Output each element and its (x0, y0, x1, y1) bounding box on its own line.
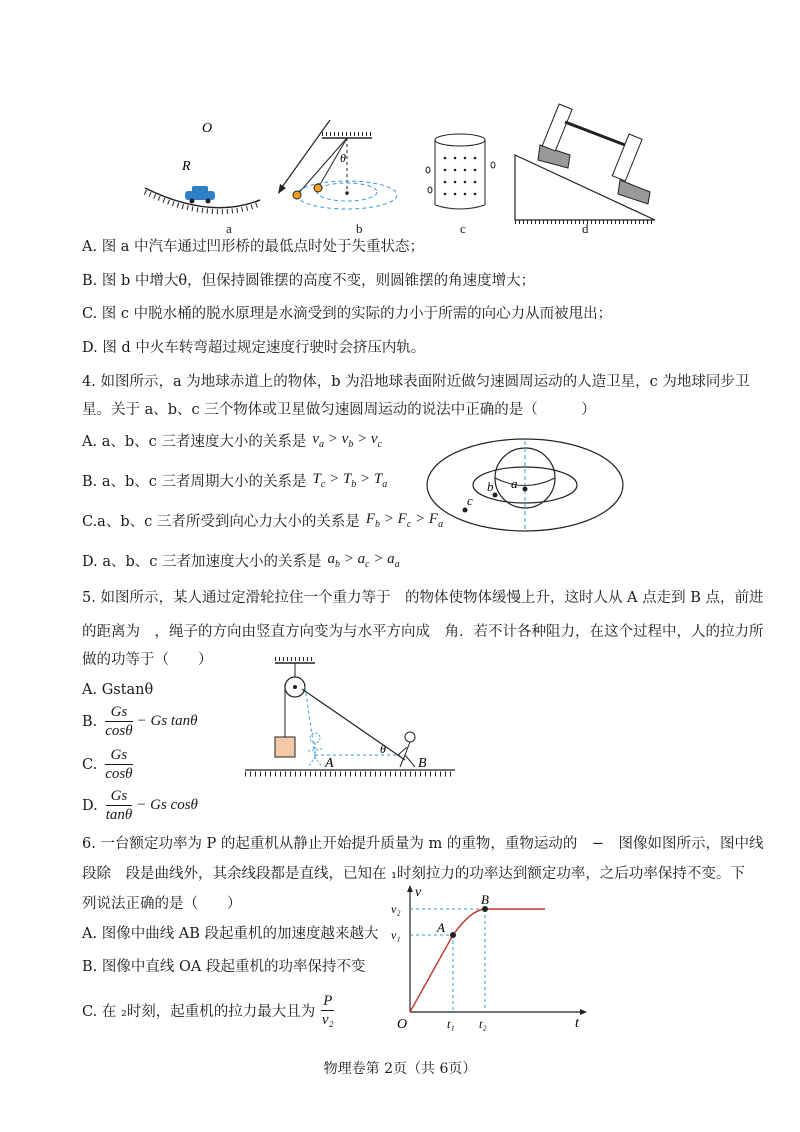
label-theta-q5: θ (380, 742, 386, 756)
page-footer: 物理卷第 2页（共 6页） (323, 1061, 477, 1077)
q6-option-c: C. 在 ₂时刻，起重机的拉力最大且为 $\frac{P}{\text{v₂}}$ (82, 993, 334, 1028)
caption-b: b (356, 221, 363, 236)
caption-d: d (582, 221, 589, 236)
q4-option-c: C.a、b、c 三者所受到向心力大小的关系是 $F_b > F_c > F_a$ (82, 511, 444, 530)
label-b: b (487, 479, 494, 494)
axis-v: v (415, 885, 422, 900)
q6-stem-line1: 6. 一台额定功率为 P 的起重机从静止开始提升质量为 m 的重物，重物运动的 − 图像如图所示，图中线 (82, 836, 764, 852)
caption-a: a (226, 221, 232, 236)
q5-option-d: D. $\frac{Gs}{\tan\theta}$ − Gs cosθ (82, 788, 198, 823)
figure-d-banked-track (515, 104, 655, 222)
label-point-b: B (418, 756, 427, 771)
q4-orbit-figure (425, 433, 625, 533)
q6-vt-graph (385, 882, 595, 1032)
q5-stem-line2: 的距离为 ，绳子的方向由竖直方向变为与水平方向成 角．若不计各种阻力，在这个过程中，人的拉力所 (82, 624, 764, 640)
label-a: a (511, 476, 518, 491)
q4-stem-line2: 星。关于 a、b、c 三个物体或卫星做匀速圆周运动的说法中正确的是（ ） (82, 402, 596, 418)
q5-pulley-figure (240, 655, 460, 785)
label-t1: t₁ (447, 1017, 455, 1031)
q6-option-a: A. 图像中曲线 AB 段起重机的加速度越来越大 (82, 926, 379, 942)
caption-c: c (460, 221, 466, 236)
figure-c-spin-dryer (426, 134, 495, 209)
label-v1: v₁ (391, 928, 401, 942)
origin-O: O (397, 1017, 408, 1032)
q4-stem-line1: 4. 如图所示，a 为地球赤道上的物体，b 为沿地球表面附近做匀速圆周运动的人造卫星，c 为地球同步卫 (82, 374, 750, 390)
label-v2: v₂ (391, 902, 401, 916)
q6-option-b: B. 图像中直线 OA 段起重机的功率保持不变 (82, 959, 366, 975)
label-point-b-graph: B (481, 892, 489, 907)
q3-option-c: C. 图 c 中脱水桶的脱水原理是水滴受到的实际的力小于所需的向心力从而被甩出； (82, 306, 613, 322)
q5-stem-line1: 5. 如图所示，某人通过定滑轮拉住一个重力等于 的物体使物体缓慢上升，这时人从 A 点走到 B 点，前进 (82, 590, 764, 606)
q3-option-a: A. 图 a 中汽车通过凹形桥的最低点时处于失重状态； (82, 239, 425, 255)
q5-option-a: A. Gstanθ (82, 682, 154, 698)
label-c: c (467, 493, 473, 508)
q5-stem-line3: 做的功等于（ ） (82, 652, 213, 668)
label-O: O (202, 121, 213, 136)
q4-option-d: D. a、b、c 三者加速度大小的关系是 $a_b > a_c > a_a$ (82, 551, 400, 570)
label-theta: θ (340, 151, 346, 165)
label-R: R (182, 159, 191, 174)
label-point-a-graph: A (437, 920, 445, 935)
q5-option-b: B. $\frac{Gs}{\cos\theta}$ − Gs tanθ (82, 704, 198, 739)
figure-b-conical-pendulum (293, 134, 397, 209)
figure-a-concave-bridge (145, 120, 330, 212)
axis-t: t (575, 1016, 579, 1031)
q4-option-b: B. a、b、c 三者周期大小的关系是 $T_c > T_b > T_a$ (82, 471, 388, 490)
q5-option-c: C. $\frac{Gs}{\cos\theta}$ (82, 747, 133, 782)
label-t2: t₂ (479, 1017, 487, 1031)
label-point-a: A (325, 756, 334, 771)
q3-option-b: B. 图 b 中增大θ，但保持圆锥摆的高度不变，则圆锥摆的角速度增大； (82, 273, 536, 289)
q3-option-d: D. 图 d 中火车转弯超过规定速度行驶时会挤压内轨。 (82, 340, 426, 356)
q6-stem-line3: 列说法正确的是（ ） (82, 896, 242, 912)
q6-stem-line2: 段除 段是曲线外，其余线段都是直线，已知在 ₁时刻拉力的功率达到额定功率，之后功率保持不变。下 (82, 866, 745, 882)
q4-option-a: A. a、b、c 三者速度大小的关系是 $v_a > v_b > v_c$ (82, 431, 383, 450)
top-figures (130, 100, 670, 235)
